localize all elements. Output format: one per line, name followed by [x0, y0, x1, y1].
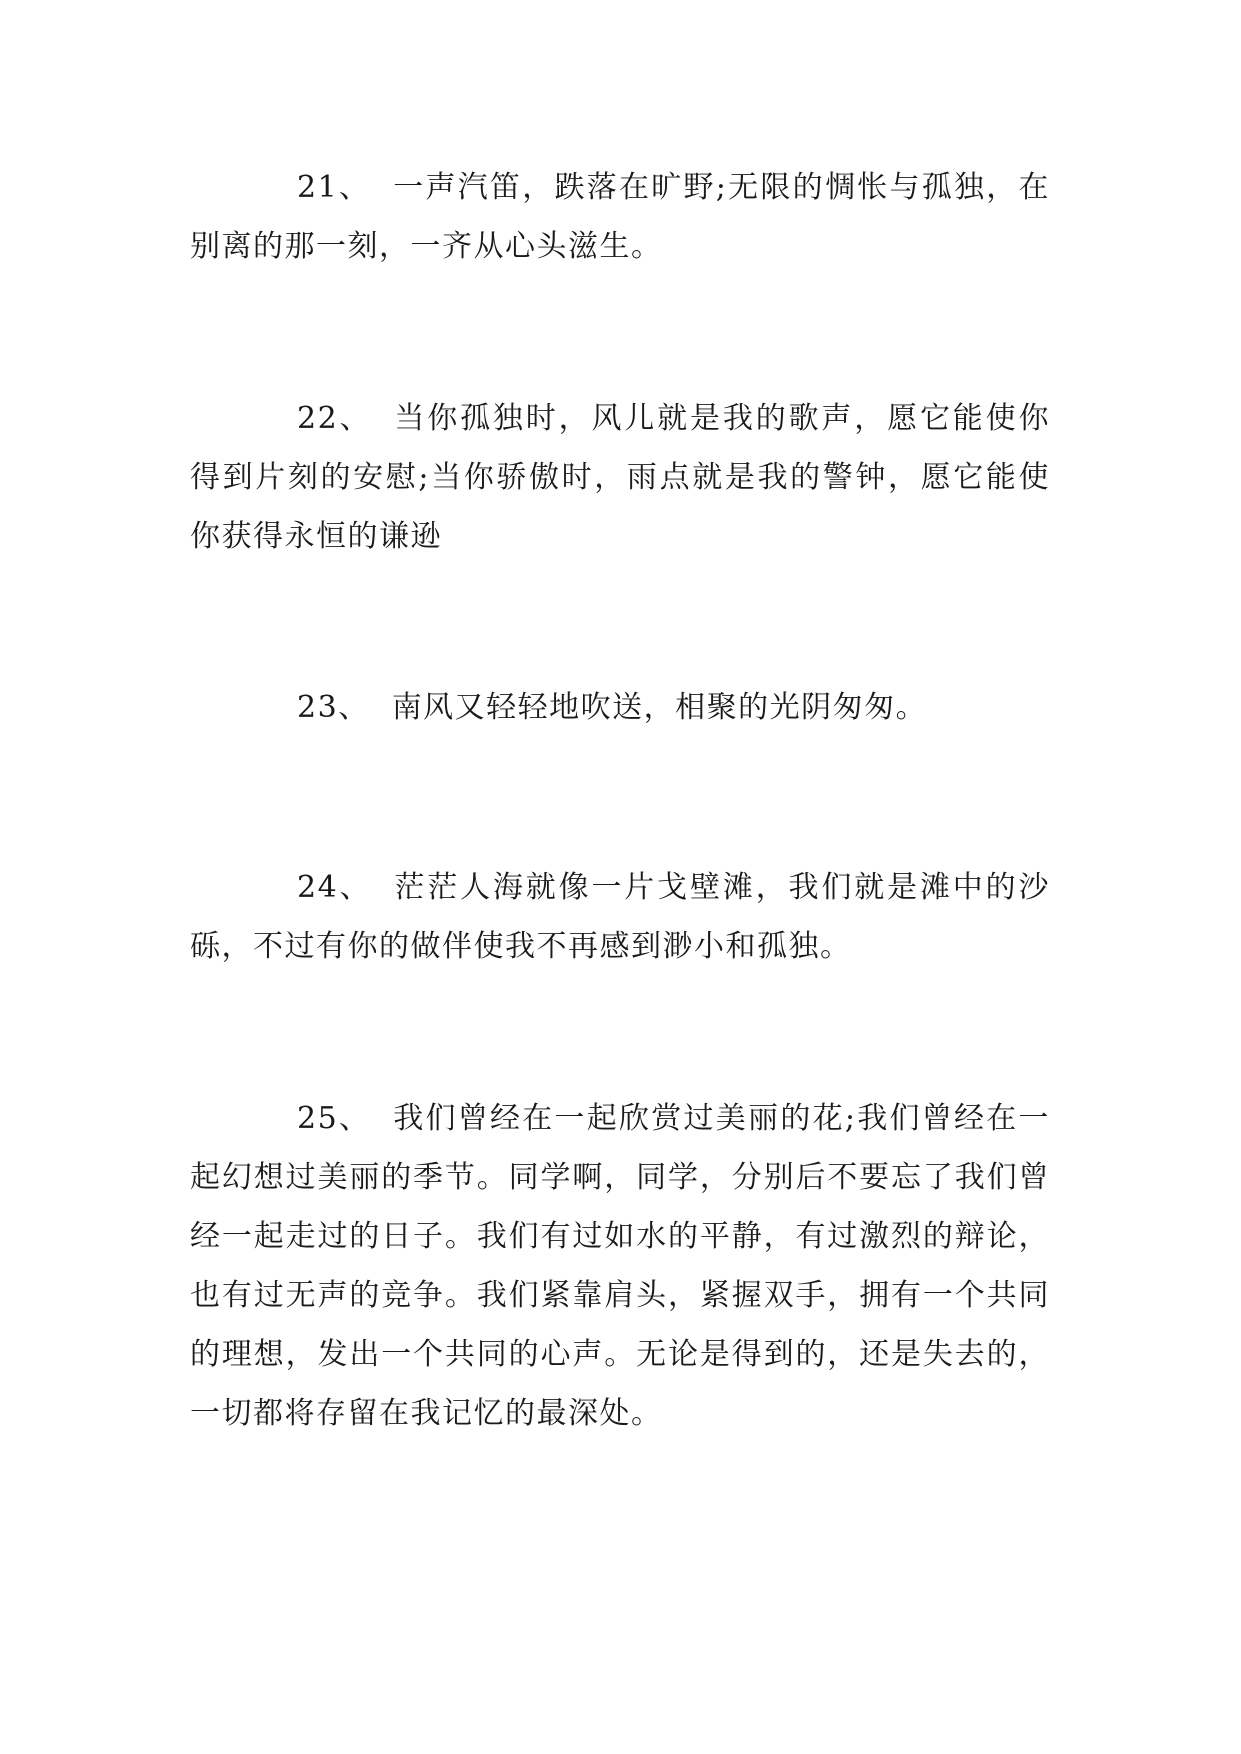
paragraph-number: 23、: [297, 690, 370, 725]
paragraph-text: 茫茫人海就像一片戈壁滩，我们就是滩中的沙砾，不过有你的做伴使我不再感到渺小和孤独。: [190, 870, 1050, 964]
paragraph-number: 21、: [297, 170, 372, 205]
paragraph-number: 24、: [297, 870, 373, 905]
paragraph-text: 当你孤独时，风儿就是我的歌声，愿它能使你得到片刻的安慰;当你骄傲时，雨点就是我的警钟，愿它能使你获得永恒的谦逊: [190, 401, 1050, 554]
paragraph-25: [190, 1089, 1050, 1443]
paragraph-text: 我们曾经在一起欣赏过美丽的花;我们曾经在一起幻想过美丽的季节。同学啊，同学，分别后不要忘了我们曾经一起走过的日子。我们有过如水的平静，有过激烈的辩论，也有过无声的竞争。我们紧靠肩头，紧握双手，拥有一个共同的理想，发出一个共同的心声。无论是得到的，还是失去的，一切都将存留在我记忆的最深处。: [190, 1101, 1050, 1431]
paragraph-text: 一声汽笛，跌落在旷野;无限的惆怅与孤独，在别离的那一刻，一齐从心头滋生。: [190, 170, 1050, 264]
paragraph-text: 南风又轻轻地吹送，相聚的光阴匆匆。: [391, 690, 928, 725]
paragraph-22: [190, 389, 1050, 566]
paragraph-21: [190, 158, 1050, 276]
paragraph-24: [190, 858, 1050, 976]
paragraph-number: 25、: [297, 1101, 372, 1136]
paragraph-number: 22、: [297, 401, 373, 436]
paragraph-23: [190, 678, 1050, 737]
